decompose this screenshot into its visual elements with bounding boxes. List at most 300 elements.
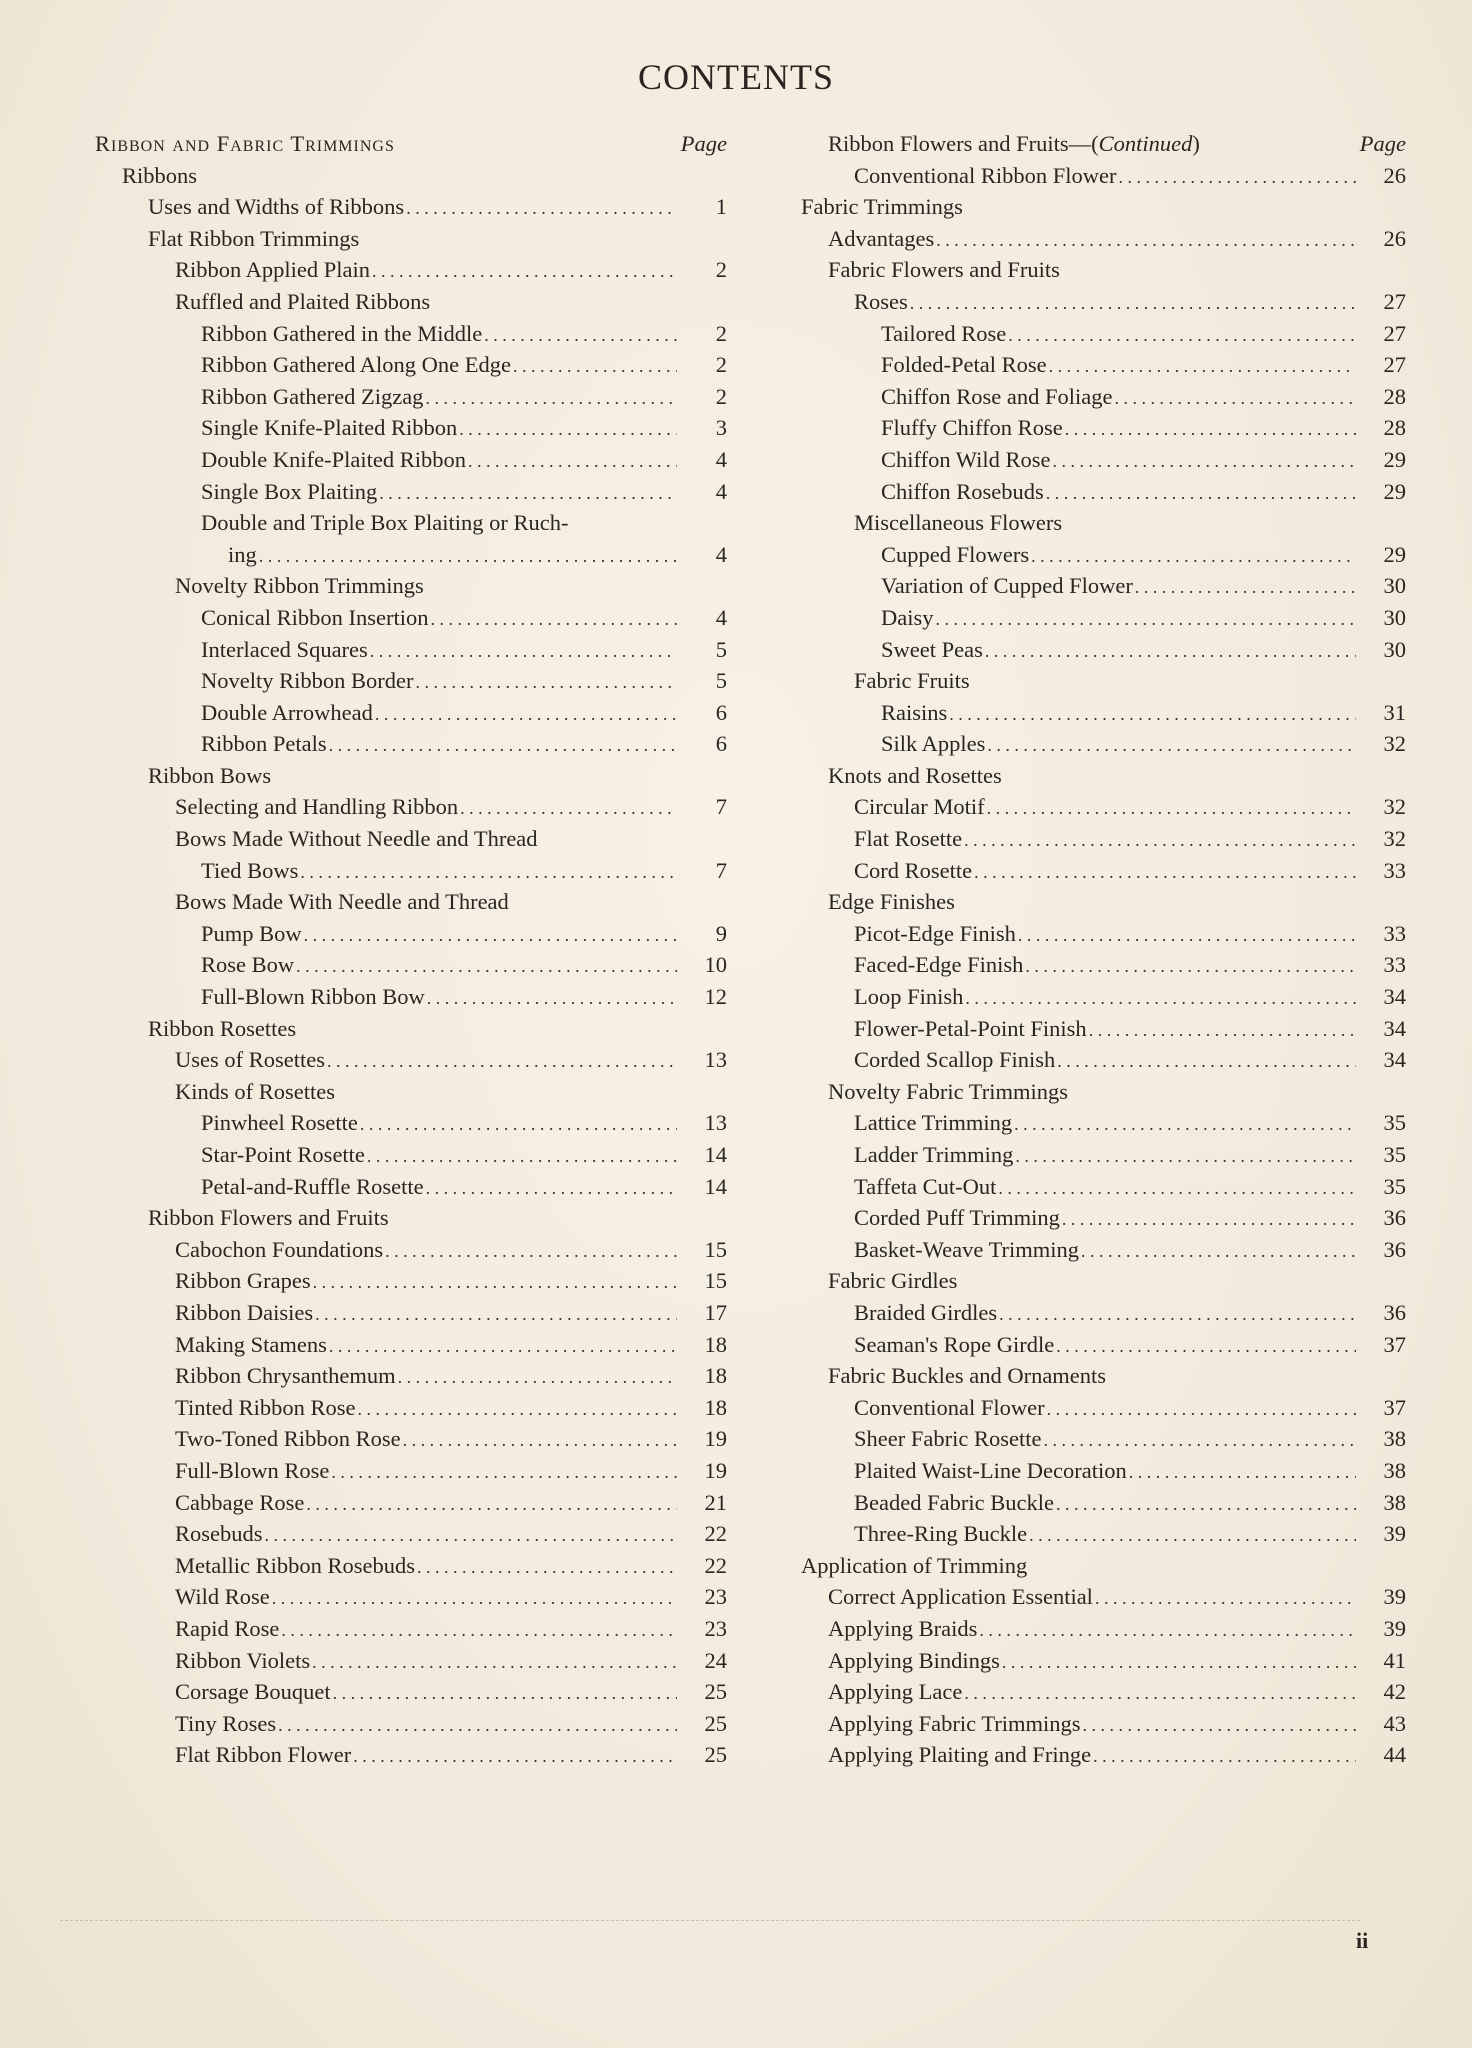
- toc-page-number: 2: [715, 383, 727, 409]
- toc-entry-label: Circular Motif: [854, 794, 985, 820]
- dot-leader: [1002, 1647, 1356, 1679]
- toc-entry: [95, 760, 727, 792]
- toc-page-number: 6: [715, 731, 727, 757]
- toc-entry: [95, 1171, 727, 1203]
- dot-leader: [1129, 1457, 1356, 1489]
- toc-entry-label: Selecting and Handling Ribbon: [175, 794, 459, 820]
- toc-entry-label: Ruffled and Plaited Ribbons: [175, 288, 431, 314]
- toc-entry: [95, 634, 727, 666]
- toc-entry-label: Applying Fabric Trimmings: [828, 1710, 1081, 1736]
- dot-leader: [313, 1267, 677, 1299]
- toc-entry-label: Flat Ribbon Flower: [175, 1742, 352, 1768]
- toc-entry-label: Correct Application Essential: [828, 1584, 1093, 1610]
- toc-page-number: 33: [1383, 857, 1406, 883]
- dot-leader: [403, 1425, 677, 1457]
- toc-entry-label: Conventional Ribbon Flower: [854, 162, 1117, 188]
- toc-entry-label: Sheer Fabric Rosette: [854, 1426, 1042, 1452]
- page-title: CONTENTS: [638, 57, 834, 97]
- toc-entry-label: Rose Bow: [201, 952, 295, 978]
- toc-entry: [95, 665, 727, 697]
- dot-leader: [1029, 1520, 1356, 1552]
- dot-leader: [1014, 1109, 1356, 1141]
- toc-right-column: [801, 128, 1406, 1771]
- toc-entry: [95, 1739, 727, 1771]
- dot-leader: [964, 825, 1356, 857]
- toc-entry-label: Applying Plaiting and Fringe: [828, 1742, 1092, 1768]
- dot-leader: [1083, 1710, 1356, 1742]
- toc-entry: [801, 634, 1406, 666]
- toc-entry: [801, 539, 1406, 571]
- toc-page-number: 38: [1383, 1457, 1406, 1483]
- dot-leader: [1089, 1015, 1356, 1047]
- toc-page-number: 28: [1383, 383, 1406, 409]
- toc-page-number: 38: [1383, 1426, 1406, 1452]
- toc-entry: [801, 855, 1406, 887]
- toc-page-number: 4: [715, 541, 727, 567]
- toc-page-number: 35: [1383, 1173, 1406, 1199]
- toc-entry-label: Plaited Waist-Line Decoration: [854, 1457, 1127, 1483]
- toc-entry-label: Picot-Edge Finish: [854, 920, 1016, 946]
- toc-entry: [801, 286, 1406, 318]
- dot-leader: [936, 225, 1356, 257]
- toc-entry: [801, 697, 1406, 729]
- toc-entry-label: Ribbon Gathered Along One Edge: [201, 352, 511, 378]
- toc-entry-label: Applying Lace: [828, 1679, 963, 1705]
- dot-leader: [964, 1678, 1356, 1710]
- toc-entry-label: Bows Made Without Needle and Thread: [175, 826, 538, 852]
- toc-entry-label: Flower-Petal-Point Finish: [854, 1015, 1087, 1041]
- toc-page-number: 29: [1383, 446, 1406, 472]
- toc-page-number: 7: [715, 794, 727, 820]
- dot-leader: [265, 1520, 677, 1552]
- toc-entry-label: Cupped Flowers: [881, 541, 1030, 567]
- toc-entry: [801, 728, 1406, 760]
- toc-page-number: 2: [715, 352, 727, 378]
- toc-entry: [95, 1202, 727, 1234]
- dot-leader: [406, 193, 677, 225]
- dot-leader: [278, 1710, 677, 1742]
- toc-entry-label: Full-Blown Ribbon Bow: [201, 984, 425, 1010]
- dot-leader: [1093, 1741, 1356, 1773]
- toc-entry-label: Fabric Fruits: [854, 668, 970, 694]
- toc-page-number: 4: [715, 446, 727, 472]
- toc-entry-label: Edge Finishes: [828, 889, 955, 915]
- toc-entry-label: Bows Made With Needle and Thread: [175, 889, 509, 915]
- toc-page-number: 39: [1383, 1615, 1406, 1641]
- toc-entry-label: Making Stamens: [175, 1331, 327, 1357]
- toc-entry-label: Applying Braids: [828, 1615, 978, 1641]
- toc-entry-label: Pump Bow: [201, 920, 302, 946]
- toc-page-number: 30: [1383, 573, 1406, 599]
- toc-entry-label: Double Arrowhead: [201, 699, 373, 725]
- dot-leader: [1081, 1236, 1356, 1268]
- dot-leader: [1065, 414, 1356, 446]
- toc-entry-label: Ribbons: [122, 162, 198, 188]
- toc-entry-label: Miscellaneous Flowers: [854, 510, 1063, 536]
- toc-entry-label: Wild Rose: [175, 1584, 270, 1610]
- toc-entry: [95, 1265, 727, 1297]
- toc-entry: [801, 128, 1406, 160]
- toc-left-column: [95, 128, 727, 1771]
- toc-entry-label: Lattice Trimming: [854, 1110, 1013, 1136]
- toc-entry: [95, 1518, 727, 1550]
- toc-entry-label: Tinted Ribbon Rose: [175, 1394, 356, 1420]
- dot-leader: [329, 730, 677, 762]
- dot-leader: [327, 1046, 677, 1078]
- page-column-header: Page: [680, 131, 727, 156]
- toc-entry: [801, 1107, 1406, 1139]
- dot-leader: [1095, 1583, 1356, 1615]
- toc-entry-label: Variation of Cupped Flower: [881, 573, 1133, 599]
- toc-entry-label: Ribbon Bows: [148, 762, 272, 788]
- toc-entry-label: Silk Apples: [881, 731, 986, 757]
- dot-leader: [272, 1583, 677, 1615]
- toc-entry-label: Tailored Rose: [881, 320, 1007, 346]
- toc-entry-label: Rosebuds: [175, 1521, 263, 1547]
- toc-page-number: 5: [715, 668, 727, 694]
- toc-entry: [801, 1708, 1406, 1740]
- toc-entry: [801, 1329, 1406, 1361]
- toc-entry: [801, 444, 1406, 476]
- toc-entry: [95, 412, 727, 444]
- dot-leader: [296, 951, 677, 983]
- toc-entry: [801, 1076, 1406, 1108]
- toc-entry: [95, 1139, 727, 1171]
- toc-entry-label: Ribbon Gathered Zigzag: [201, 383, 424, 409]
- toc-page-number: 33: [1383, 920, 1406, 946]
- toc-entry: [95, 223, 727, 255]
- dot-leader: [1062, 1204, 1356, 1236]
- toc-entry-label: Beaded Fabric Buckle: [854, 1489, 1054, 1515]
- toc-entry-label: Ladder Trimming: [854, 1142, 1014, 1167]
- toc-entry-label: Ribbon Petals: [201, 731, 327, 757]
- toc-entry: [95, 349, 727, 381]
- dot-leader: [430, 604, 677, 636]
- toc-entry: [95, 507, 727, 539]
- toc-entry: [95, 1360, 727, 1392]
- toc-page-number: 37: [1383, 1331, 1406, 1357]
- toc-entry: [95, 1392, 727, 1424]
- toc-entry-label: Daisy: [881, 604, 934, 630]
- dot-leader: [357, 1394, 677, 1426]
- toc-entry-label: Ribbon Violets: [175, 1647, 311, 1673]
- toc-entry-label: Ribbon Grapes: [175, 1268, 311, 1294]
- toc-entry-label: Petal-and-Ruffle Rosette: [201, 1173, 424, 1199]
- toc-entry-label: Ribbon Flowers and Fruits—(: [828, 131, 1099, 156]
- toc-page-number: 25: [704, 1742, 727, 1768]
- toc-entry-label: Conical Ribbon Insertion: [201, 604, 429, 630]
- toc-page-number: 14: [704, 1142, 727, 1167]
- dot-leader: [259, 541, 677, 573]
- toc-entry-label: Fabric Flowers and Fruits: [828, 257, 1060, 283]
- toc-entry-label: Applying Bindings: [828, 1647, 1000, 1673]
- toc-entry-label: Single Knife-Plaited Ribbon: [201, 415, 458, 441]
- continued-label: Continued: [1098, 131, 1193, 156]
- toc-entry: [801, 1739, 1406, 1771]
- toc-entry: [801, 1581, 1406, 1613]
- toc-page-number: 21: [704, 1489, 727, 1515]
- toc-entry-label: Ribbon Chrysanthemum: [175, 1363, 396, 1389]
- toc-entry-label: Sweet Peas: [881, 636, 983, 662]
- toc-entry: [801, 1645, 1406, 1677]
- toc-entry: [95, 1076, 727, 1108]
- toc-entry: [95, 697, 727, 729]
- toc-entry: [801, 349, 1406, 381]
- toc-entry: [95, 1550, 727, 1582]
- dot-leader: [1057, 1046, 1356, 1078]
- toc-entry-label: Tiny Roses: [175, 1710, 277, 1736]
- toc-entry-label: Novelty Ribbon Trimmings: [175, 573, 424, 599]
- toc-page-number: 25: [704, 1679, 727, 1705]
- dot-leader: [360, 1109, 677, 1141]
- toc-entry: [95, 444, 727, 476]
- toc-entry: [95, 1297, 727, 1329]
- dot-leader: [312, 1647, 677, 1679]
- toc-entry-label: Two-Toned Ribbon Rose: [175, 1426, 401, 1452]
- toc-entry-label: Seaman's Rope Girdle: [854, 1331, 1055, 1357]
- toc-entry-label: Cord Rosette: [854, 857, 973, 883]
- toc-entry: [95, 1581, 727, 1613]
- toc-entry: [801, 160, 1406, 192]
- toc-page-number: 19: [704, 1426, 727, 1452]
- toc-entry-label: Corded Scallop Finish: [854, 1047, 1056, 1073]
- dot-leader: [459, 414, 677, 446]
- dot-leader: [353, 1741, 677, 1773]
- toc-entry-label: Three-Ring Buckle: [854, 1521, 1028, 1547]
- toc-entry-label: Braided Girdles: [854, 1299, 998, 1325]
- toc-entry: [801, 318, 1406, 350]
- toc-entry: [801, 760, 1406, 792]
- toc-page-number: 29: [1383, 478, 1406, 504]
- toc-page-number: 22: [704, 1552, 727, 1578]
- toc-entry: [801, 823, 1406, 855]
- dot-leader: [427, 983, 677, 1015]
- toc-entry: [801, 1265, 1406, 1297]
- toc-page-number: 6: [715, 699, 727, 725]
- toc-entry-label: Advantages: [828, 225, 935, 251]
- toc-entry-label: Cabbage Rose: [175, 1489, 305, 1515]
- toc-entry: [801, 254, 1406, 286]
- dot-leader: [375, 699, 677, 731]
- page-folio: ii: [1356, 1928, 1369, 1953]
- toc-page-number: 14: [704, 1173, 727, 1199]
- toc-entry: [95, 918, 727, 950]
- toc-entry-label: Knots and Rosettes: [828, 762, 1002, 788]
- toc-page-number: 36: [1383, 1205, 1406, 1231]
- toc-entry: [801, 476, 1406, 508]
- dot-leader: [417, 1552, 677, 1584]
- toc-page-number: 44: [1383, 1742, 1406, 1768]
- toc-page-number: 24: [704, 1647, 727, 1673]
- toc-entry: [95, 286, 727, 318]
- dot-leader: [398, 1362, 677, 1394]
- toc-entry: [95, 602, 727, 634]
- dot-leader: [949, 699, 1356, 731]
- dot-leader: [425, 383, 677, 415]
- dot-leader: [426, 1173, 677, 1205]
- toc-entry: [801, 381, 1406, 413]
- toc-entry: [801, 570, 1406, 602]
- dot-leader: [385, 1236, 677, 1268]
- toc-entry-label: Tied Bows: [201, 857, 299, 883]
- toc-entry: [801, 981, 1406, 1013]
- toc-page-number: 39: [1383, 1584, 1406, 1610]
- toc-entry: [95, 570, 727, 602]
- toc-entry: [801, 412, 1406, 444]
- toc-page-number: 37: [1383, 1394, 1406, 1420]
- toc-page-number: 30: [1383, 604, 1406, 630]
- toc-entry: [801, 1550, 1406, 1582]
- toc-entry-label: Pinwheel Rosette: [201, 1110, 358, 1136]
- toc-entry: [801, 886, 1406, 918]
- toc-entry-label: Ribbon Flowers and Fruits: [148, 1205, 389, 1231]
- toc-entry: [801, 1297, 1406, 1329]
- toc-page-number: 32: [1383, 794, 1406, 820]
- toc-entry-label: Rapid Rose: [175, 1615, 280, 1641]
- dot-leader: [1025, 951, 1356, 983]
- toc-entry: [95, 381, 727, 413]
- toc-entry: [95, 318, 727, 350]
- toc-entry-label: Novelty Fabric Trimmings: [828, 1078, 1069, 1104]
- toc-entry-label: Basket-Weave Trimming: [854, 1236, 1080, 1262]
- toc-entry: [95, 1613, 727, 1645]
- dot-leader: [460, 793, 677, 825]
- dot-leader: [379, 478, 677, 510]
- dot-leader: [974, 857, 1356, 889]
- toc-entry: [95, 1044, 727, 1076]
- toc-entry: [95, 160, 727, 192]
- toc-page-number: 39: [1383, 1521, 1406, 1547]
- toc-entry-label: Kinds of Rosettes: [175, 1078, 335, 1104]
- toc-entry: [95, 539, 727, 571]
- dot-leader: [1056, 1489, 1356, 1521]
- toc-entry-label: Flat Ribbon Trimmings: [148, 225, 360, 251]
- toc-entry: [95, 791, 727, 823]
- toc-page-number: 1: [715, 194, 727, 220]
- page-column-header: Page: [1359, 131, 1406, 156]
- dot-leader: [333, 1678, 677, 1710]
- dot-leader: [1119, 162, 1357, 194]
- dot-leader: [415, 667, 677, 699]
- toc-page-number: 15: [704, 1268, 727, 1294]
- dot-leader: [979, 1615, 1356, 1647]
- toc-entry: [801, 1171, 1406, 1203]
- toc-entry-label: Chiffon Rose and Foliage: [881, 383, 1113, 409]
- dot-leader: [1047, 1394, 1356, 1426]
- dot-leader: [1053, 446, 1356, 478]
- toc-entry: [801, 949, 1406, 981]
- toc-entry: [801, 791, 1406, 823]
- toc-entry-label: Ribbon Gathered in the Middle: [201, 320, 483, 346]
- dot-leader: [281, 1615, 677, 1647]
- toc-entry: [95, 886, 727, 918]
- toc-page-number: 28: [1383, 415, 1406, 441]
- toc-page-number: 7: [715, 857, 727, 883]
- toc-entry: [95, 128, 727, 160]
- toc-entry-label: Novelty Ribbon Border: [201, 668, 414, 694]
- dot-leader: [1015, 1141, 1356, 1173]
- toc-entry: [801, 507, 1406, 539]
- toc-entry-label: Conventional Flower: [854, 1394, 1045, 1420]
- toc-entry: [95, 1107, 727, 1139]
- toc-entry: [801, 1487, 1406, 1519]
- toc-entry: [95, 1455, 727, 1487]
- dot-leader: [1135, 572, 1356, 604]
- toc-entry: [95, 1423, 727, 1455]
- toc-page-number: 26: [1383, 225, 1406, 251]
- toc-page-number: 42: [1383, 1679, 1406, 1705]
- toc-page-number: 23: [704, 1584, 727, 1610]
- toc-page-number: 13: [704, 1110, 727, 1136]
- dot-leader: [1056, 1331, 1356, 1363]
- toc-entry: [801, 1013, 1406, 1045]
- toc-entry-label: Ribbon Rosettes: [148, 1015, 297, 1041]
- toc-page-number: 31: [1383, 699, 1406, 725]
- dot-leader: [329, 1331, 677, 1363]
- toc-entry: [95, 823, 727, 855]
- toc-entry-label: Raisins: [881, 699, 948, 725]
- toc-entry-label: Ribbon Daisies: [175, 1299, 314, 1325]
- toc-page-number: 10: [704, 952, 727, 978]
- toc-entry: [95, 476, 727, 508]
- toc-entry: [801, 918, 1406, 950]
- toc-entry: [801, 1360, 1406, 1392]
- toc-entry-label: Full-Blown Rose: [175, 1457, 330, 1483]
- dot-leader: [304, 920, 677, 952]
- toc-page-number: 3: [715, 415, 727, 441]
- toc-entry: [95, 855, 727, 887]
- toc-entry: [801, 1234, 1406, 1266]
- toc-entry-label: Corded Puff Trimming: [854, 1205, 1060, 1231]
- toc-page-number: 4: [715, 478, 727, 504]
- dot-leader: [910, 288, 1356, 320]
- toc-entry: [801, 191, 1406, 223]
- toc-page-number: 18: [704, 1363, 727, 1389]
- toc-entry: [95, 728, 727, 760]
- toc-entry: [95, 191, 727, 223]
- toc-page-number: 26: [1383, 162, 1406, 188]
- toc-entry-label: Ribbon and Fabric Trimmings: [95, 131, 395, 156]
- toc-entry-label: Application of Trimming: [801, 1552, 1028, 1578]
- toc-page-number: 29: [1383, 541, 1406, 567]
- dot-leader: [367, 1141, 677, 1173]
- toc-entry: [801, 1455, 1406, 1487]
- toc-page-number: 33: [1383, 952, 1406, 978]
- toc-entry-label: Chiffon Rosebuds: [881, 478, 1044, 504]
- toc-page-number: 15: [704, 1236, 727, 1262]
- toc-page-number: 13: [704, 1047, 727, 1073]
- toc-entry-label: Cabochon Foundations: [175, 1236, 384, 1262]
- toc-entry: [801, 1613, 1406, 1645]
- toc-entry-label: Double and Triple Box Plaiting or Ruch-: [201, 510, 569, 536]
- toc-entry: [801, 1423, 1406, 1455]
- page-divider: [60, 1920, 1360, 1922]
- toc-entry: [95, 1487, 727, 1519]
- dot-leader: [965, 983, 1356, 1015]
- toc-page-number: 17: [704, 1299, 727, 1325]
- toc-entry: [95, 254, 727, 286]
- toc-page-number: 18: [704, 1394, 727, 1420]
- dot-leader: [987, 793, 1356, 825]
- toc-entry-label: Chiffon Wild Rose: [881, 446, 1051, 472]
- toc-page-number: 9: [715, 920, 727, 946]
- toc-entry-label: Metallic Ribbon Rosebuds: [175, 1552, 415, 1578]
- toc-page-number: 2: [715, 320, 727, 346]
- dot-leader: [300, 857, 677, 889]
- toc-page-number: 27: [1383, 288, 1406, 314]
- toc-page-number: 36: [1383, 1236, 1406, 1262]
- toc-page-number: 34: [1383, 1047, 1406, 1073]
